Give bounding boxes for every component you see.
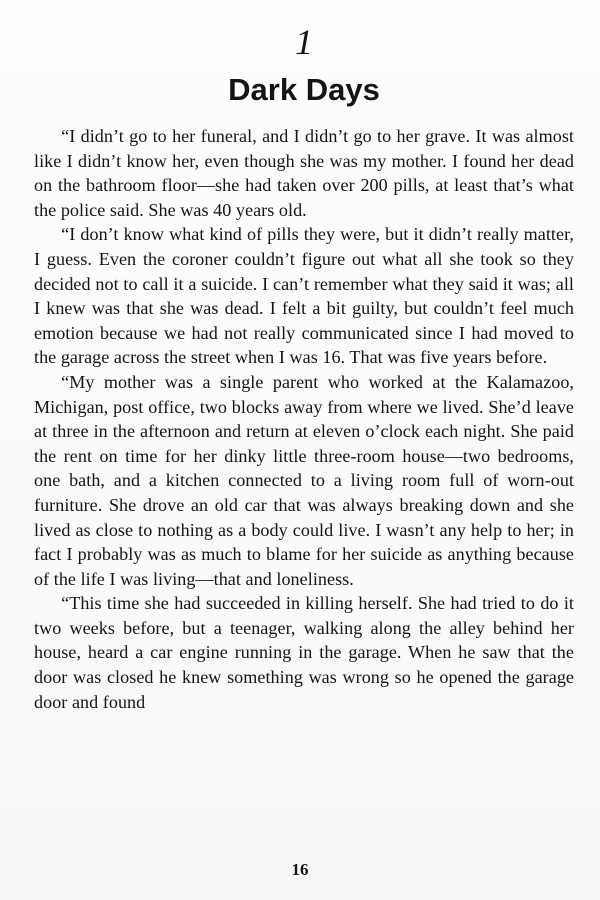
paragraph-2: “I don’t know what kind of pills they were, but it didn’t really matter, I guess. Even the coroner couldn’t figure out what all she took so they decided not to call it a suicide. I can’t remember what they said it was; all I knew was that she was dead. I felt a bit guilty, but couldn’t feel much emotion because we had not really communicated since I had moved to the garage across the street when I was 16. That was five years before. <box>34 224 574 368</box>
body-text <box>34 124 574 714</box>
paragraph-3: “My mother was a single parent who worked at the Kalamazoo, Michigan, post office, two blocks away from where we lived. She’d leave at three in the afternoon and return at eleven o’clock each night. She paid the rent on time for her dinky little three-room house—two bedrooms, one bath, and a kitchen connected to a living room full of worn-out furniture. She drove an old car that was always breaking down and she lived as close to nothing as a body could live. I wasn’t any help to her; in fact I probably was as much to blame for her suicide as anything because of the life I was living—that and loneliness. <box>34 371 574 589</box>
chapter-title: Dark Days <box>228 72 380 107</box>
paragraph-1: “I didn’t go to her funeral, and I didn’t go to her grave. It was almost like I didn’t know her, even though she was my mother. I found her dead on the bathroom floor—she had taken over 200 pills, at least that’s what the police said. She was 40 years old. <box>34 126 574 220</box>
chapter-number: 1 <box>295 22 313 62</box>
page-number: 16 <box>291 860 309 879</box>
paragraph-4: “This time she had succeeded in killing herself. She had tried to do it two weeks before, but a teenager, walking along the alley behind her house, heard a car engine running in the garage. When he saw that the door was closed he knew something was wrong so he opened the garage door and found <box>34 593 574 712</box>
